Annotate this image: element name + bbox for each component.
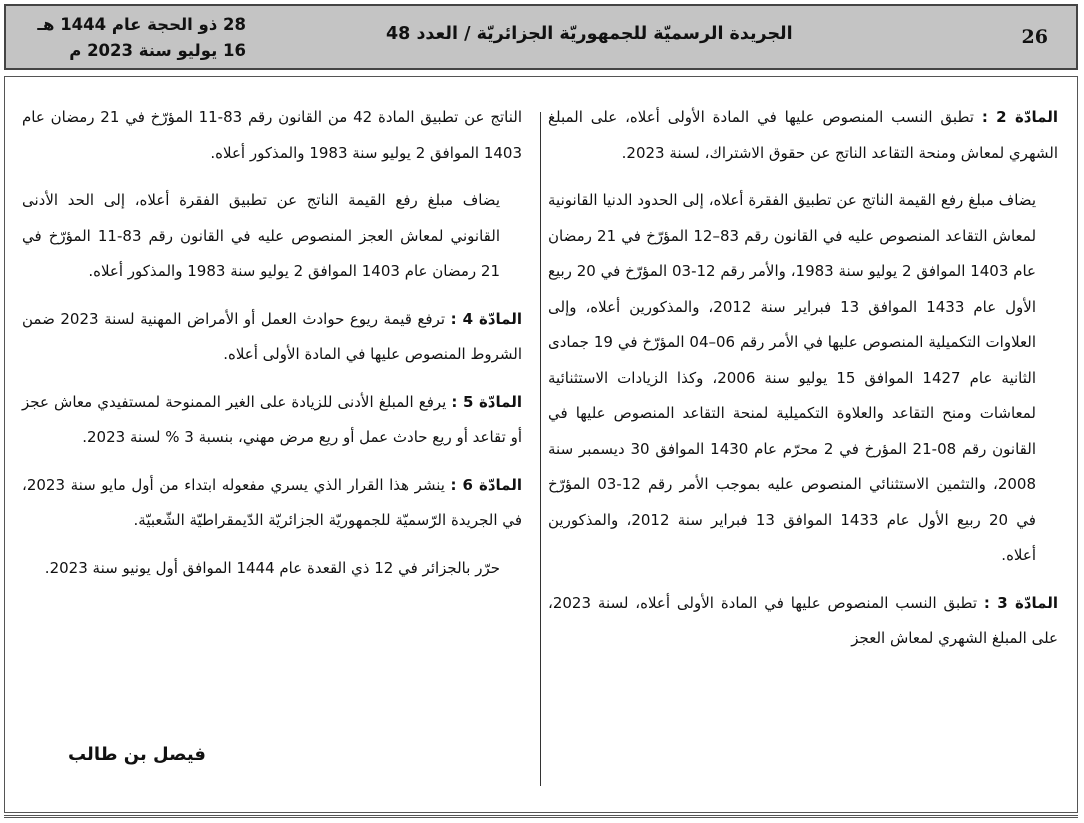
article-3-label: المادّة 3 : — [983, 593, 1058, 612]
article-6-text: ينشر هذا القرار الذي يسري مفعوله ابتداء من أول مايو سنة 2023، في الجريدة الرّسميّة للجمهوريّة الجزائريّة الدّيمقراطيّة الشّعبيّة. — [22, 475, 522, 529]
article-2 — [548, 100, 1058, 171]
article-6-label: المادّة 6 : — [450, 475, 522, 494]
article-3-continued: الناتج عن تطبيق المادة 42 من القانون رقم 83-11 المؤرّخ في 21 رمضان عام 1403 الموافق 2 يوليو سنة 1983 والمذكور أعلاه. — [22, 108, 523, 162]
left-column — [22, 100, 522, 586]
article-4-label: المادّة 4 : — [450, 309, 522, 328]
journal-title: الجريدة الرسميّة للجمهوريّة الجزائريّة / العدد 48 — [386, 24, 793, 44]
column-divider — [540, 112, 541, 786]
issue-date — [36, 12, 246, 64]
article-3-paragraph-2: يضاف مبلغ رفع القيمة الناتج عن تطبيق الفقرة أعلاه، إلى الحد الأدنى القانوني لمعاش العجز المنصوص عليه في القانون رقم 83-11 المؤرّخ في 21 رمضان عام 1403 الموافق 2 يوليو سنة 1983 والمذكور أعلاه. — [22, 191, 501, 280]
article-3-text: تطبق النسب المنصوص عليها في المادة الأولى أعلاه، لسنة 2023، على المبلغ الشهري لمعاش العجز — [548, 593, 1058, 647]
right-column — [548, 100, 1058, 657]
article-6 — [22, 468, 522, 539]
page-header — [4, 4, 1078, 70]
issue-date-gregorian: 16 يوليو سنة 2023 م — [69, 41, 246, 60]
article-4 — [22, 302, 522, 373]
article-2-label: المادّة 2 : — [981, 108, 1058, 126]
issued-at: حرّر بالجزائر في 12 ذي القعدة عام 1444 الموافق أول يونيو سنة 2023. — [44, 558, 500, 577]
issue-date-hijri: 28 ذو الحجة عام 1444 هـ — [37, 15, 246, 34]
page-number: 26 — [1021, 26, 1048, 48]
article-5 — [22, 385, 522, 456]
article-4-text: ترفع قيمة ريوع حوادث العمل أو الأمراض المهنية لسنة 2023 ضمن الشروط المنصوص عليها في المادة الأولى أعلاه. — [22, 309, 522, 363]
bottom-rule — [4, 815, 1078, 818]
article-2-paragraph-2: يضاف مبلغ رفع القيمة الناتج عن تطبيق الفقرة أعلاه، إلى الحدود الدنيا القانونية لمعاش التقاعد المنصوص عليه في القانون رقم 83–12 المؤرّخ في 21 رمضان عام 1403 الموافق 2 يوليو سنة 1983، والأمر رقم 12-03 المؤرّخ في 20 ربيع الأول عام 1433 الموافق 13 فبراير سنة 2012، والمذكورين أعلاه، وإلى العلاوات التكميلية المنصوص عليها في الأمر رقم 06–04 المؤرّخ في 19 جمادى الثانية عام 1427 الموافق 15 يوليو سنة 2006، وكذا الزيادات الاستثنائية لمعاشات ومنح التقاعد والعلاوة التكميلية لمنحة التقاعد المنصوص عليها في القانون رقم 08-21 المؤرخ في 2 محرّم عام 1430 الموافق 30 ديسمبر سنة 2008، والتثمين الاستثنائي المنصوص عليه بموجب الأمر رقم 12-03 المؤرّخ في 20 ربيع الأول عام 1433 الموافق 13 فبراير سنة 2012، والمذكورين أعلاه. — [548, 191, 1037, 564]
article-5-label: المادّة 5 : — [451, 392, 522, 411]
article-3 — [548, 586, 1058, 657]
article-5-text: يرفع المبلغ الأدنى للزيادة على الغير الممنوحة لمستفيدي معاش عجز أو تقاعد أو ريع حادث عمل أو ريع مرض مهني، بنسبة 3 % لسنة 2023. — [22, 392, 522, 446]
article-2-text: تطبق النسب المنصوص عليها في المادة الأولى أعلاه، على المبلغ الشهري لمعاش ومنحة التقاعد الناتج عن حقوق الاشتراك، لسنة 2023. — [548, 108, 1058, 162]
signature: فيصل بن طالب — [68, 744, 206, 765]
